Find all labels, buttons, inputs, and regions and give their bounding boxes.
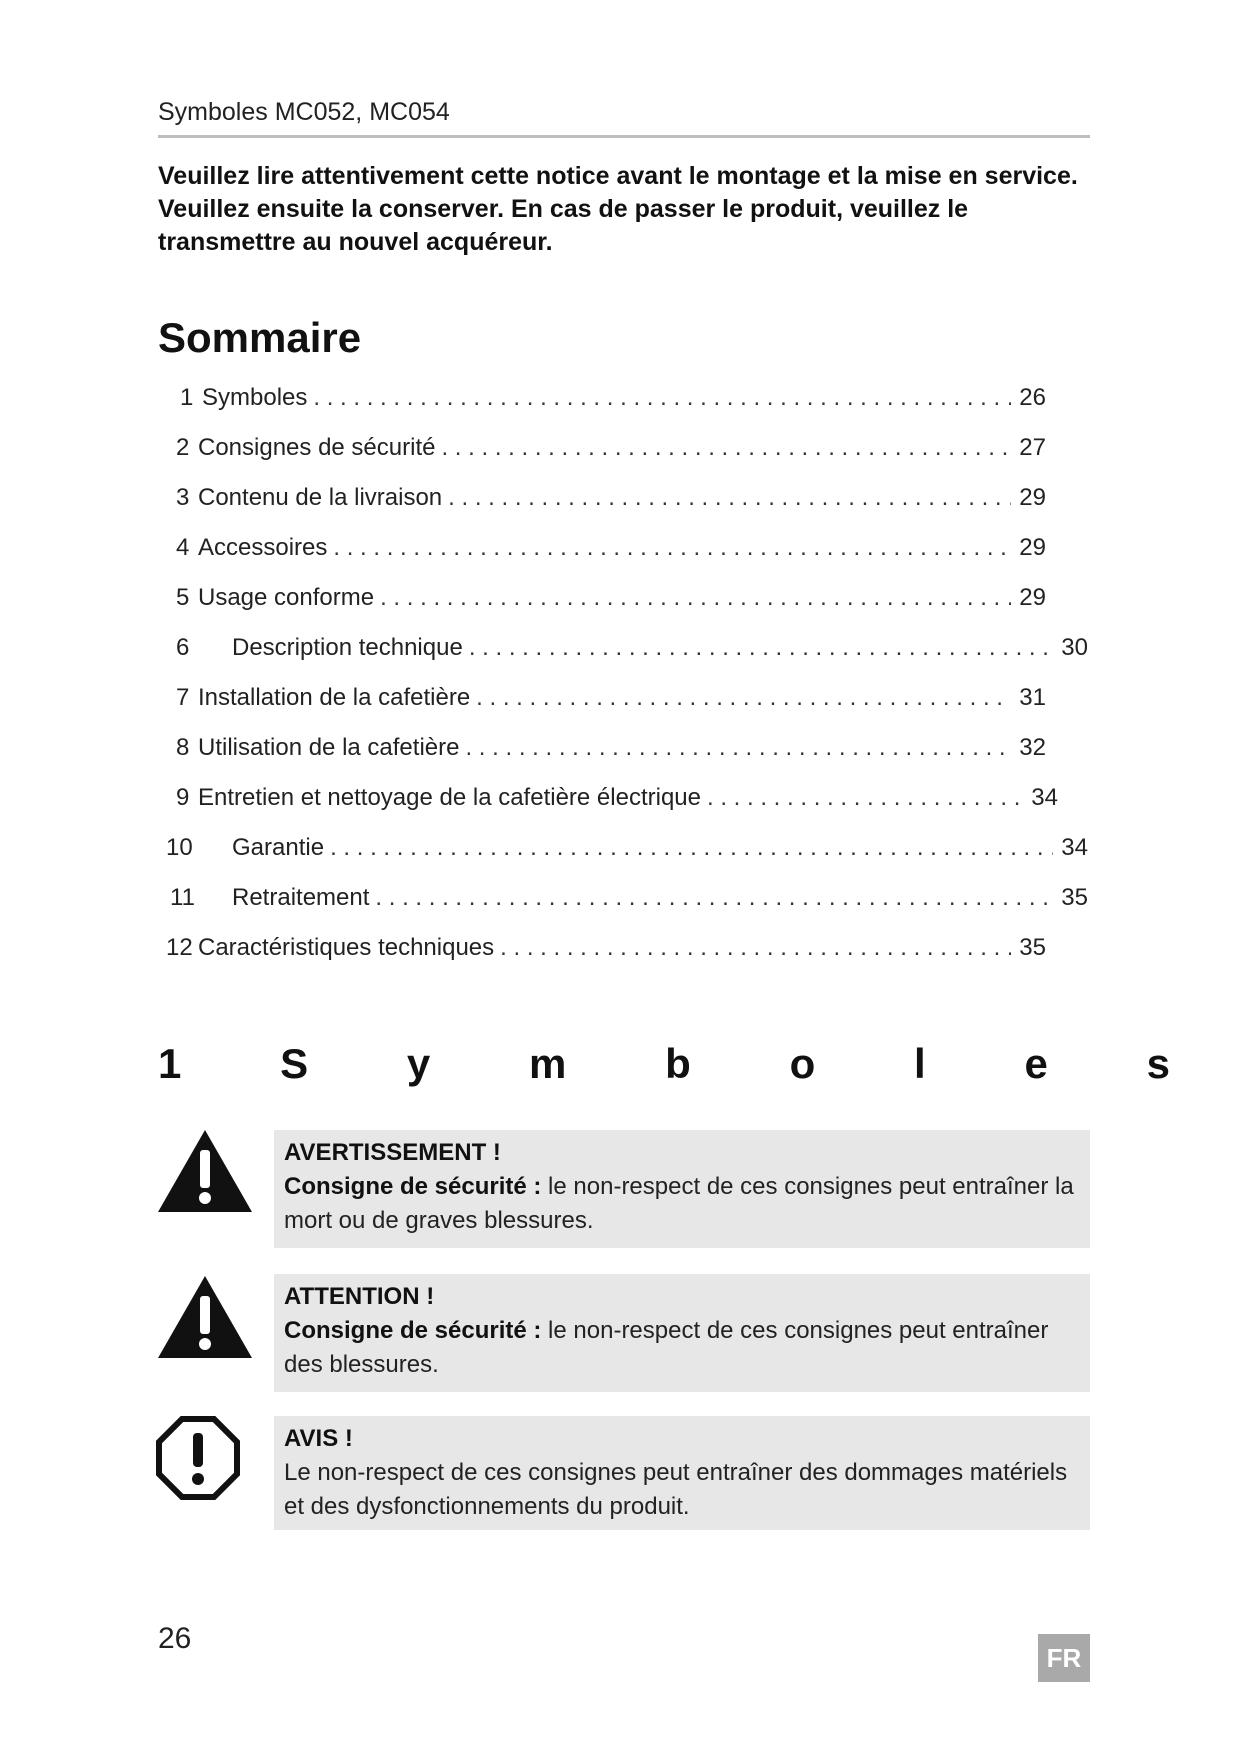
toc-entry-number: 8 [176, 734, 190, 761]
toc-entry-page: 29 [1019, 534, 1046, 561]
notice-lead: Consigne de sécurité : [284, 1317, 542, 1344]
notice-title: ATTENTION ! [284, 1283, 435, 1310]
toc-entry-label: Description technique [232, 634, 463, 661]
toc-entry-label: Contenu de la livraison [198, 484, 443, 511]
toc-entry-page: 32 [1019, 734, 1046, 761]
toc-title: Sommaire [158, 314, 362, 361]
toc-entry-page: 35 [1019, 934, 1046, 961]
toc-entry[interactable] [166, 934, 1046, 974]
toc-entry[interactable] [176, 634, 1088, 674]
notice-title: AVERTISSEMENT ! [284, 1139, 501, 1166]
toc-entry-page: 34 [1061, 834, 1088, 861]
toc-entry-number: 10 [166, 834, 193, 861]
toc-entry[interactable] [176, 734, 1046, 774]
toc-leader-dots [441, 434, 1011, 462]
toc-leader-dots [375, 884, 1053, 912]
toc-leader-dots [465, 734, 1011, 762]
warning-triangle-icon [156, 1128, 254, 1214]
toc-entry[interactable] [180, 384, 1046, 424]
toc-entry-page: 27 [1019, 434, 1046, 461]
toc-entry-number: 11 [170, 884, 195, 911]
heading-char: m [529, 1040, 567, 1087]
toc-entry[interactable] [166, 834, 1088, 874]
heading-char: 1 [158, 1040, 182, 1087]
warning-triangle-icon [156, 1274, 254, 1360]
toc-entry-page: 29 [1019, 484, 1046, 511]
toc-entry-page: 29 [1019, 584, 1046, 611]
toc-entry-label: Garantie [232, 834, 325, 861]
notice-text: le non-respect de ces consignes peut entraîner la mort ou de graves blessures. [284, 1173, 1074, 1234]
toc-leader-dots [448, 484, 1011, 512]
toc-leader-dots [313, 384, 1011, 412]
heading-char: s [1146, 1040, 1170, 1087]
notice-attention [274, 1274, 1090, 1392]
notice-avis [274, 1416, 1090, 1530]
intro-paragraph: Veuillez lire attentivement cette notice avant le montage et la mise en service. Veuillez ensuite la conserver. En cas de passer le produit, veuillez le transmettre au nouvel acquéreur. [158, 162, 1078, 256]
toc-leader-dots [707, 784, 1023, 812]
toc-entry-page: 30 [1061, 634, 1088, 661]
heading-char: o [789, 1040, 816, 1087]
toc-entry-page: 26 [1019, 384, 1046, 411]
toc-entry[interactable] [176, 684, 1046, 724]
toc-entry-label: Utilisation de la cafetière [198, 734, 460, 761]
notice-text: Le non-respect de ces consignes peut entraîner des dommages matériels et des dysfonctionnements du produit. [284, 1459, 1068, 1520]
toc-entry[interactable] [176, 484, 1046, 524]
toc-entry-label: Entretien et nettoyage de la cafetière électrique [198, 784, 701, 811]
toc-entry[interactable] [176, 534, 1046, 574]
notice-lead: Consigne de sécurité : [284, 1173, 542, 1200]
toc-entry-label: Accessoires [198, 534, 328, 561]
heading-char: l [914, 1040, 926, 1087]
toc-entry-number: 7 [176, 684, 190, 711]
toc-entry[interactable] [176, 434, 1046, 474]
toc-entry-number: 3 [176, 484, 190, 511]
toc-entry-number: 6 [176, 634, 190, 661]
toc-leader-dots [333, 534, 1011, 562]
notice-avertissement [274, 1130, 1090, 1248]
toc-entry[interactable] [170, 884, 1088, 924]
toc-leader-dots [380, 584, 1011, 612]
toc-entry-label: Retraitement [232, 884, 370, 911]
heading-char: S [280, 1040, 309, 1087]
toc-leader-dots [500, 934, 1011, 962]
toc-entry-label: Caractéristiques techniques [198, 934, 495, 961]
toc-entry-number: 12 [166, 934, 193, 961]
toc-entry-page: 31 [1019, 684, 1046, 711]
toc-entry-page: 34 [1031, 784, 1058, 811]
toc-entry-label: Symboles [202, 384, 308, 411]
toc-leader-dots [330, 834, 1053, 862]
toc-entry-page: 35 [1061, 884, 1088, 911]
toc-entry-number: 2 [176, 434, 190, 461]
language-badge: FR [1038, 1634, 1090, 1682]
notice-title: AVIS ! [284, 1425, 353, 1452]
heading-char: b [665, 1040, 691, 1087]
toc-entry-number: 4 [176, 534, 190, 561]
toc-entry-label: Installation de la cafetière [198, 684, 471, 711]
toc-entry-label: Usage conforme [198, 584, 375, 611]
heading-char: e [1024, 1040, 1048, 1087]
section-heading-symboles [158, 1040, 1170, 1088]
running-header: Symboles MC052, MC054 [158, 98, 1090, 138]
notice-text: le non-respect de ces consignes peut entraîner des blessures. [284, 1317, 1049, 1378]
page-number: 26 [158, 1622, 192, 1655]
toc-entry[interactable] [176, 784, 1058, 824]
toc-entry-number: 9 [176, 784, 190, 811]
toc-entry[interactable] [176, 584, 1046, 624]
heading-char: y [406, 1040, 431, 1087]
toc-leader-dots [476, 684, 1011, 712]
toc-entry-number: 1 [180, 384, 194, 411]
toc-entry-number: 5 [176, 584, 190, 611]
toc-leader-dots [469, 634, 1053, 662]
notice-octagon-icon [156, 1416, 240, 1500]
toc-entry-label: Consignes de sécurité [198, 434, 436, 461]
